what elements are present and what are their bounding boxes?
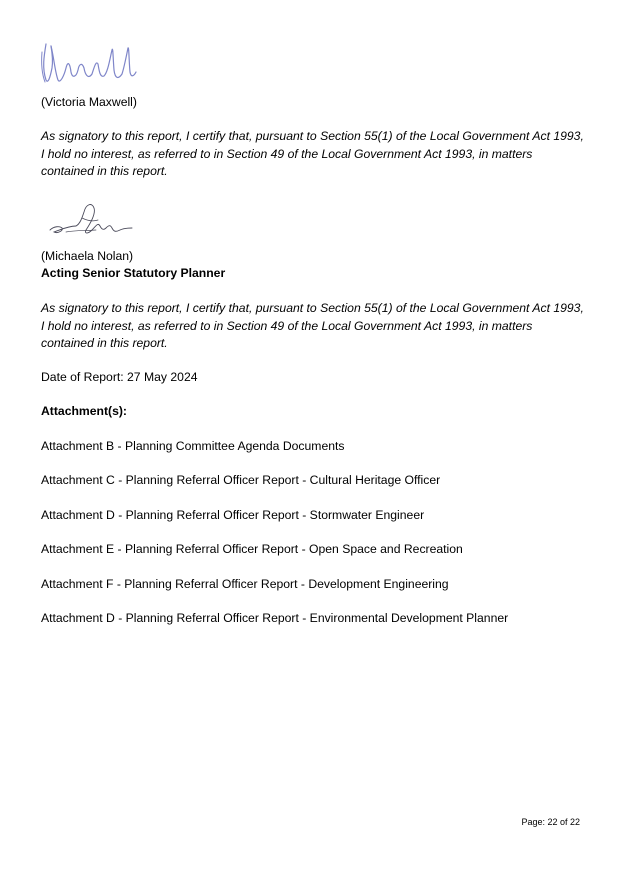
page-number: Page: 22 of 22 — [521, 817, 580, 827]
attachments-heading: Attachment(s): — [41, 404, 127, 418]
signature-michaela-nolan — [46, 200, 136, 244]
signatory-title: Acting Senior Statutory Planner — [41, 266, 226, 280]
attachment-item: Attachment C - Planning Referral Officer Report - Cultural Heritage Officer — [41, 473, 441, 487]
signatory-name: (Victoria Maxwell) — [41, 95, 137, 109]
certification-statement: As signatory to this report, I certify that, pursuant to Section 55(1) of the Local Government Act 1993, I hold no interest, as referred to in Section 49 of the Local Government Act 1993, in matters contained in this report. — [41, 301, 584, 350]
signatory-name: (Michaela Nolan) — [41, 249, 134, 263]
attachment-item: Attachment D - Planning Referral Officer Report - Environmental Development Planner — [41, 611, 509, 625]
certification-statement: As signatory to this report, I certify that, pursuant to Section 55(1) of the Local Government Act 1993, I hold no interest, as referred to in Section 49 of the Local Government Act 1993, in matters contained in this report. — [41, 129, 584, 178]
attachment-item: Attachment B - Planning Committee Agenda Documents — [41, 439, 345, 453]
signature-victoria-maxwell — [38, 38, 138, 88]
report-date: Date of Report: 27 May 2024 — [41, 370, 198, 384]
attachment-item: Attachment D - Planning Referral Officer Report - Stormwater Engineer — [41, 508, 425, 522]
attachment-item: Attachment E - Planning Referral Officer Report - Open Space and Recreation — [41, 542, 463, 556]
attachment-item: Attachment F - Planning Referral Officer Report - Development Engineering — [41, 577, 449, 591]
